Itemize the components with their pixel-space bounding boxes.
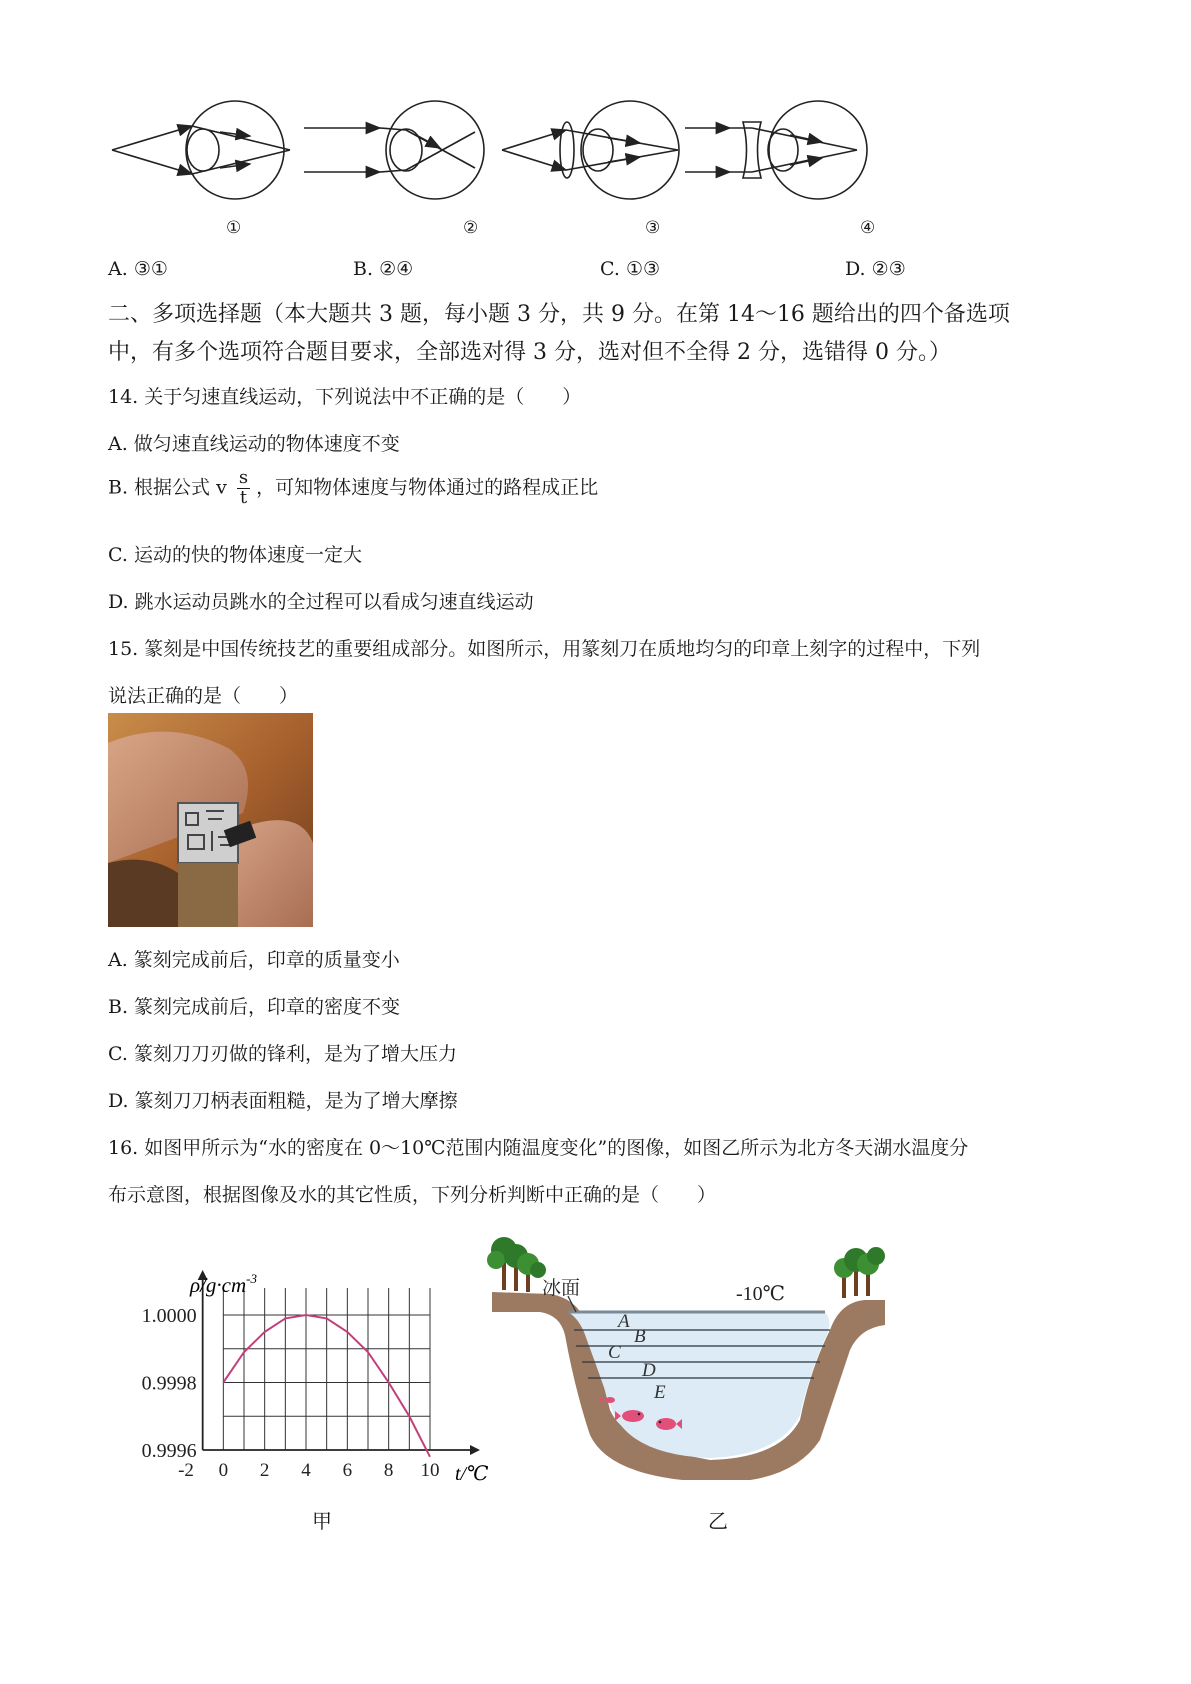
- q13-option-c: [600, 258, 660, 280]
- q15-stem-line1: 15. 篆刻是中国传统技艺的重要组成部分。如图所示，用篆刻刀在质地均匀的印章上刻字的过程中，下列: [108, 638, 981, 660]
- q15-option-a: A. 篆刻完成前后，印章的质量变小: [108, 949, 400, 971]
- y-axis-label: $\rho/g\cdot cm^{-3}$: [190, 1271, 257, 1297]
- section2-heading-line1: 二、多项选择题（本大题共 3 题，每小题 3 分，共 9 分。在第 14～16 题给出的四个备选项: [108, 302, 1010, 327]
- eye-label-1: ①: [226, 218, 242, 238]
- trees-right: [834, 1247, 885, 1298]
- q13-option-b: [353, 258, 413, 280]
- q14-option-b: [108, 469, 598, 508]
- option-letter: D.: [845, 258, 866, 280]
- x-tick-label: 0: [218, 1460, 229, 1481]
- x-axis-arrow: [470, 1445, 480, 1455]
- option-text: ②④: [379, 258, 414, 280]
- y-tick-label: 1.0000: [141, 1305, 197, 1327]
- trees-left: [487, 1237, 546, 1292]
- eye-diagram-2: [304, 101, 484, 199]
- chart-axes: [198, 1270, 480, 1455]
- eye-label-3: ③: [645, 218, 661, 238]
- q14-option-d: D. 跳水运动员跳水的全过程可以看成匀速直线运动: [108, 591, 534, 613]
- y-tick-label: 0.9996: [141, 1440, 197, 1462]
- figure-jia-caption: 甲: [312, 1509, 332, 1533]
- eye-diagram-4: [685, 101, 867, 199]
- lake-temperature-diagram: [480, 1220, 890, 1480]
- ice-label: 冰面: [542, 1278, 581, 1299]
- y-tick-label: 0.9998: [141, 1372, 197, 1395]
- q14-option-b-prefix: B. 根据公式 v: [108, 476, 227, 499]
- x-tick-label: 10: [420, 1460, 440, 1481]
- layer-label-c: C: [608, 1342, 621, 1363]
- q13-option-a: [108, 258, 168, 280]
- q15-option-b: B. 篆刻完成前后，印章的密度不变: [108, 996, 401, 1018]
- eye-diagrams: [100, 90, 960, 210]
- seal-carving-photo: [108, 713, 313, 927]
- eye-label-4: ④: [860, 218, 876, 238]
- x-axis-label: t/℃: [455, 1463, 489, 1485]
- q14-option-c: C. 运动的快的物体速度一定大: [108, 544, 362, 566]
- q15-option-d: D. 篆刻刀刀柄表面粗糙，是为了增大摩擦: [108, 1090, 458, 1112]
- x-tick-label: -2: [178, 1460, 194, 1481]
- figure-yi-caption: 乙: [708, 1509, 728, 1533]
- x-tick-label: 2: [259, 1460, 270, 1481]
- q14-option-a: A. 做匀速直线运动的物体速度不变: [108, 433, 400, 455]
- option-letter: B.: [353, 258, 374, 280]
- q13-option-d: [845, 258, 906, 280]
- q16-stem-line2: 布示意图，根据图像及水的其它性质，下列分析判断中正确的是（ ）: [108, 1184, 717, 1206]
- air-temperature-label: -10℃: [736, 1283, 786, 1305]
- option-letter: C.: [600, 258, 620, 280]
- q14-stem: 14. 关于匀速直线运动，下列说法中不正确的是（ ）: [108, 386, 582, 408]
- q14-option-b-suffix: ，可知物体速度与物体通过的路程成正比: [256, 476, 599, 499]
- eye-diagram-3: [502, 101, 679, 199]
- x-tick-label: 8: [383, 1460, 394, 1481]
- density-temperature-chart: [100, 1270, 510, 1490]
- fraction-numerator: s: [238, 467, 249, 488]
- velocity-formula-fraction: [237, 469, 250, 508]
- fraction-denominator: t: [239, 487, 248, 509]
- q16-stem-line1: 16. 如图甲所示为“水的密度在 0～10℃范围内随温度变化”的图像，如图乙所示为北方冬天湖水温度分: [108, 1137, 969, 1159]
- layer-label-e: E: [654, 1382, 666, 1403]
- q15-stem-line2: 说法正确的是（ ）: [108, 685, 299, 707]
- eye-diagram-1: [112, 101, 290, 199]
- x-tick-label: 6: [342, 1460, 353, 1481]
- option-letter: A.: [108, 258, 128, 280]
- option-text: ②③: [871, 258, 906, 280]
- layer-label-b: B: [634, 1326, 646, 1347]
- option-text: ③①: [133, 258, 168, 280]
- eye-label-2: ②: [463, 218, 479, 238]
- x-tick-label: 4: [301, 1460, 311, 1481]
- q15-option-c: C. 篆刻刀刀刃做的锋利，是为了增大压力: [108, 1043, 457, 1065]
- layer-label-d: D: [642, 1360, 656, 1381]
- chart-grid: [223, 1288, 430, 1450]
- layer-label-a: A: [618, 1311, 630, 1332]
- section2-heading-line2: 中，有多个选项符合题目要求，全部选对得 3 分，选对但不全得 2 分，选错得 0 分。）: [108, 340, 951, 365]
- option-text: ①③: [625, 258, 661, 280]
